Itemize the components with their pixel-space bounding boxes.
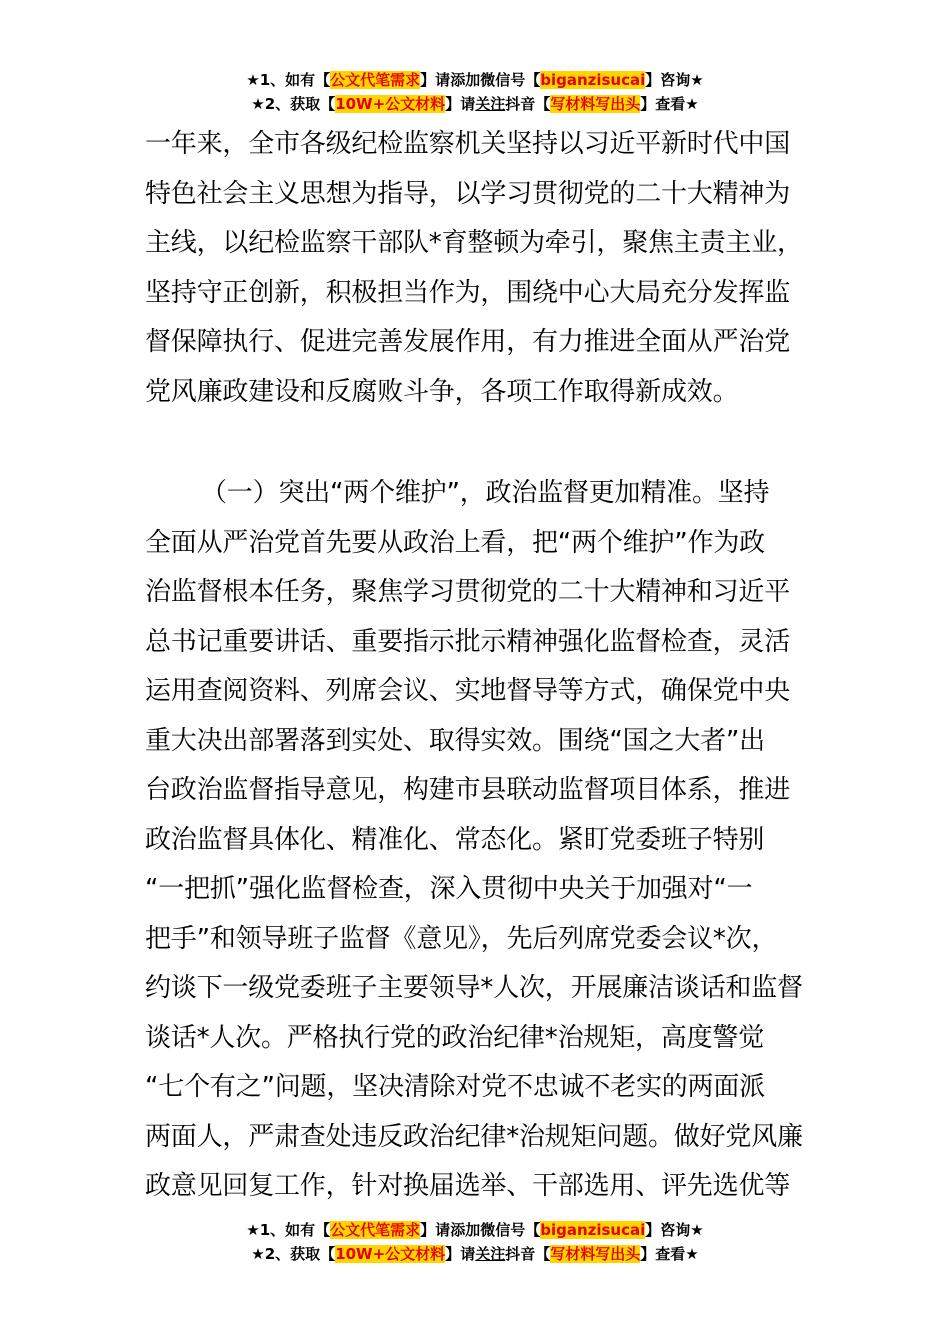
footer-banner [0,1218,950,1266]
paragraph-intro [145,120,807,417]
text-line: （一）突出“两个维护”，政治监督更加精准。坚持 [201,478,770,508]
header-banner [0,68,950,116]
text-line: 谈话*人次。严格执行党的政治纪律*治规矩，高度警觉 [145,1022,765,1053]
text-line: 政意见回复工作，针对换届选举、干部选用、评先选优等 [145,1171,791,1201]
text-line: 督保障执行、促进完善发展作用，有力推进全面从严治党 [145,327,791,357]
text-line: 治监督根本任务，聚焦学习贯彻党的二十大精神和习近平 [145,577,791,607]
highlight-douyin-account: 写材料写出头 [550,1245,641,1263]
text-line: “七个有之”问题，坚决清除对党不忠诚不老实的两面派 [145,1072,765,1102]
text-line: 坚持守正创新，积极担当作为，围绕中心大局充分发挥监 [145,277,791,308]
banner-line-1: ★1、如有【公文代笔需求】请添加微信号【biganzisucai】咨询★ [246,1221,704,1239]
highlight-douyin-account: 写材料写出头 [550,95,641,113]
text-line: 两面人，严肃查处违反政治纪律*治规矩问题。做好党风廉 [145,1121,803,1152]
text-line: 重大决出部署落到实处、取得实效。围绕“国之大者”出 [145,725,765,756]
text-line: 总书记重要讲话、重要指示批示精神强化监督检查，灵活 [145,626,791,657]
text-line: 运用查阅资料、列席会议、实地督导等方式，确保党中央 [145,676,791,706]
text-line: 台政治监督指导意见，构建市县联动监督项目体系，推进 [145,775,791,805]
highlight-materials: 10W+公文材料 [335,1245,446,1263]
banner-line-2: ★2、获取【10W+公文材料】请关注抖音【写材料写出头】查看★ [251,95,699,113]
paragraph-political-supervision [145,469,807,1212]
text-line: 约谈下一级党委班子主要领导*人次，开展廉洁谈话和监督 [145,973,803,1003]
banner-line-2: ★2、获取【10W+公文材料】请关注抖音【写材料写出头】查看★ [251,1245,699,1263]
highlight-wechat-id: biganzisucai [540,1221,646,1239]
highlight-service: 公文代笔需求 [330,71,421,89]
text-line: 主线，以纪检监察干部队*育整顿为牵引，聚焦主责主业， [145,228,803,258]
text-line: 一年来，全市各级纪检监察机关坚持以习近平新时代中国 [145,129,791,159]
text-line: 特色社会主义思想为指导，以学习贯彻党的二十大精神为 [145,178,791,209]
highlight-service: 公文代笔需求 [330,1221,421,1239]
text-line: 把手”和领导班子监督《意见》，先后列席党委会议*次， [145,923,778,954]
text-line: 党风廉政建设和反腐败斗争，各项工作取得新成效。 [145,376,739,407]
text-line: 全面从严治党首先要从政治上看，把“两个维护”作为政 [145,527,765,558]
highlight-materials: 10W+公文材料 [335,95,446,113]
text-line: 政治监督具体化、精准化、常态化。紧盯党委班子特别 [145,824,765,855]
text-line: “一把抓”强化监督检查，深入贯彻中央关于加强对“一 [145,874,753,904]
banner-line-1: ★1、如有【公文代笔需求】请添加微信号【biganzisucai】咨询★ [246,71,704,89]
highlight-wechat-id: biganzisucai [540,71,646,89]
